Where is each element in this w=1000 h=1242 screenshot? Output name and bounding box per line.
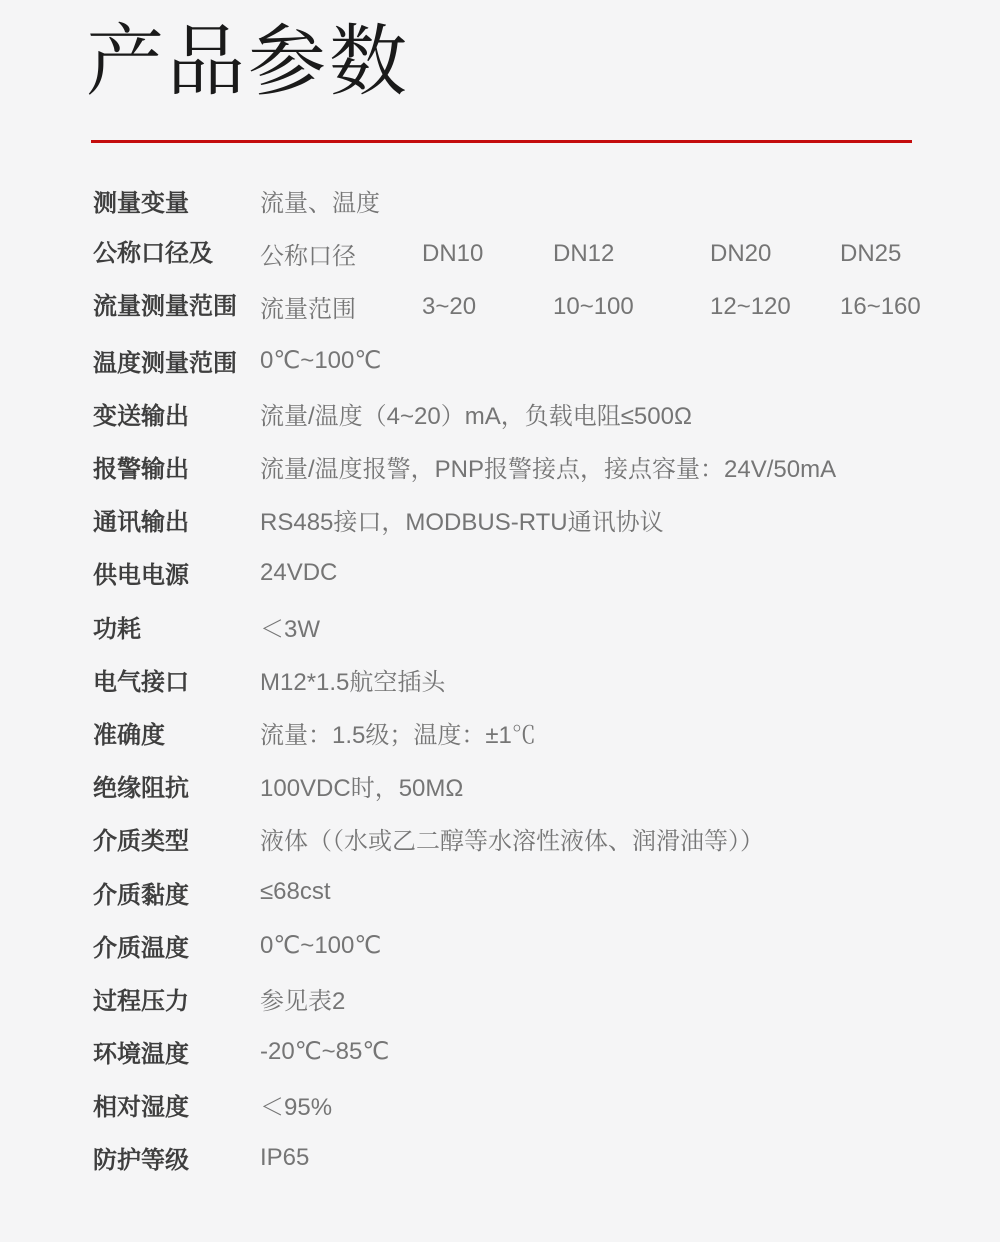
spec-label: 温度测量范围: [93, 349, 237, 377]
spec-label: 相对湿度: [93, 1094, 189, 1122]
spec-value: RS485接口，MODBUS-RTU通讯协议: [260, 509, 664, 537]
spec-value: 24VDC: [260, 558, 338, 586]
spec-label: 防护等级: [93, 1147, 189, 1175]
spec-value: 流量/温度报警，PNP报警接点，接点容量：24V/50mA: [260, 456, 837, 484]
title-underline: [91, 140, 912, 143]
diameter-row-label: 公称口径: [260, 243, 356, 271]
spec-row-transmitter-output: [93, 387, 963, 440]
spec-value: 流量/温度（4~20）mA，负载电阻≤500Ω: [260, 402, 692, 430]
spec-row-flow-range-table: [93, 227, 963, 333]
spec-label: 绝缘阻抗: [93, 775, 189, 803]
spec-label: 介质类型: [93, 828, 189, 856]
spec-row-medium-type: [93, 812, 963, 865]
range-cell: 16~160: [840, 292, 921, 320]
spec-label: 介质温度: [93, 934, 189, 962]
spec-row-power-supply: [93, 546, 963, 599]
spec-value: 流量、温度: [260, 190, 380, 218]
range-cell: 12~120: [710, 292, 791, 320]
spec-label: 介质黏度: [93, 881, 189, 909]
spec-label: 测量变量: [93, 190, 189, 218]
spec-row-medium-viscosity: [93, 865, 963, 918]
spec-row-process-pressure: [93, 972, 963, 1025]
spec-label: 过程压力: [93, 987, 189, 1015]
spec-label: 供电电源: [93, 562, 189, 590]
spec-label: 环境温度: [93, 1041, 189, 1069]
spec-table: [93, 174, 963, 1185]
diameter-cell: DN25: [840, 239, 902, 267]
spec-value: IP65: [260, 1143, 310, 1171]
spec-label: 报警输出: [93, 456, 189, 484]
spec-label: 功耗: [93, 615, 141, 643]
spec-row-comm-output: [93, 493, 963, 546]
spec-value: 100VDC时，50MΩ: [260, 775, 464, 803]
spec-value: -20℃~85℃: [260, 1038, 390, 1066]
page-title: 产品参数: [86, 17, 411, 105]
diameter-row: [260, 227, 963, 280]
spec-value: ≤68cst: [260, 878, 331, 906]
spec-label: 准确度: [93, 721, 165, 749]
diameter-cell: DN12: [553, 239, 615, 267]
range-row-label: 流量范围: [260, 296, 356, 324]
diameter-cell: DN20: [710, 239, 772, 267]
spec-row-measured-variables: [93, 174, 963, 227]
spec-label: 电气接口: [93, 668, 189, 696]
spec-row-insulation-resistance: [93, 759, 963, 812]
flow-range-grid: [260, 227, 963, 333]
spec-label: 通讯输出: [93, 509, 189, 537]
spec-value: 0℃~100℃: [260, 346, 382, 374]
spec-value: 流量：1.5级；温度：±1℃: [260, 721, 536, 749]
spec-value: 液体（（水或乙二醇等水溶性液体、润滑油等））: [260, 828, 764, 856]
spec-value: 参见表2: [260, 987, 346, 1015]
range-cell: 10~100: [553, 292, 634, 320]
spec-row-ambient-temperature: [93, 1025, 963, 1078]
spec-value: ＜95%: [260, 1094, 333, 1122]
range-cell: 3~20: [422, 292, 477, 320]
spec-row-medium-temperature: [93, 919, 963, 972]
range-row: [260, 280, 963, 333]
spec-row-relative-humidity: [93, 1078, 963, 1131]
spec-row-protection-rating: [93, 1131, 963, 1184]
spec-value: M12*1.5航空插头: [260, 668, 446, 696]
spec-label: 变送输出: [93, 402, 189, 430]
diameter-cell: DN10: [422, 239, 484, 267]
spec-value: 0℃~100℃: [260, 931, 382, 959]
spec-row-accuracy: [93, 706, 963, 759]
spec-row-power-consumption: [93, 600, 963, 653]
spec-label-line1: 公称口径及: [93, 240, 213, 268]
spec-value: ＜3W: [260, 615, 320, 643]
spec-label-line2: 流量测量范围: [93, 293, 237, 321]
spec-row-electrical-connection: [93, 653, 963, 706]
spec-row-temp-range: [93, 334, 963, 387]
spec-label-two-line: [93, 227, 260, 333]
spec-row-alarm-output: [93, 440, 963, 493]
